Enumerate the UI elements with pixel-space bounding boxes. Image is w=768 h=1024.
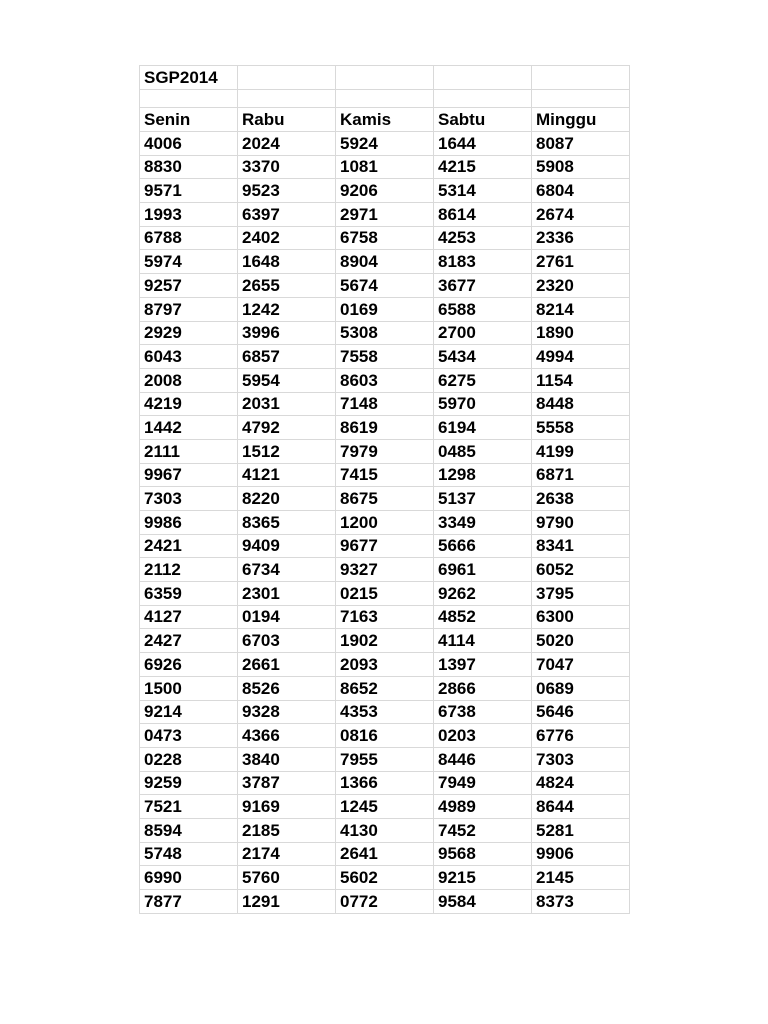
- table-cell: 2641: [336, 842, 434, 866]
- table-cell: 2638: [532, 487, 630, 511]
- table-cell: 6804: [532, 179, 630, 203]
- table-cell: 2024: [238, 132, 336, 156]
- table-cell: 2320: [532, 274, 630, 298]
- table-cell: 5924: [336, 132, 434, 156]
- table-cell: 9215: [434, 866, 532, 890]
- header-cell-kamis: Kamis: [336, 108, 434, 132]
- table-cell: 8644: [532, 795, 630, 819]
- header-cell-rabu: Rabu: [238, 108, 336, 132]
- empty-cell: [140, 90, 238, 108]
- table-cell: 5020: [532, 629, 630, 653]
- table-row: [140, 132, 630, 156]
- table-cell: 9409: [238, 534, 336, 558]
- table-cell: 8830: [140, 155, 238, 179]
- table-row: [140, 890, 630, 914]
- table-cell: 2674: [532, 203, 630, 227]
- spreadsheet-table: [139, 65, 630, 914]
- table-cell: 6871: [532, 463, 630, 487]
- table-cell: 1366: [336, 771, 434, 795]
- table-cell: 8373: [532, 890, 630, 914]
- table-cell: 0203: [434, 724, 532, 748]
- table-cell: 1648: [238, 250, 336, 274]
- table-cell: 5674: [336, 274, 434, 298]
- table-cell: 1291: [238, 890, 336, 914]
- table-cell: 0215: [336, 582, 434, 606]
- table-cell: 5281: [532, 818, 630, 842]
- blank-row: [140, 90, 630, 108]
- table-cell: 6788: [140, 226, 238, 250]
- table-row: [140, 842, 630, 866]
- table-row: [140, 771, 630, 795]
- table-cell: 8526: [238, 676, 336, 700]
- table-cell: 9986: [140, 511, 238, 535]
- table-row: [140, 250, 630, 274]
- table-cell: 5666: [434, 534, 532, 558]
- table-cell: 5974: [140, 250, 238, 274]
- table-cell: 1298: [434, 463, 532, 487]
- table-row: [140, 558, 630, 582]
- table-cell: 1397: [434, 653, 532, 677]
- table-cell: 1081: [336, 155, 434, 179]
- table-cell: 6052: [532, 558, 630, 582]
- table-cell: 2031: [238, 392, 336, 416]
- table-cell: 8446: [434, 747, 532, 771]
- table-cell: 4353: [336, 700, 434, 724]
- table-cell: 9584: [434, 890, 532, 914]
- table-cell: 7415: [336, 463, 434, 487]
- table-cell: 0473: [140, 724, 238, 748]
- table-cell: 9262: [434, 582, 532, 606]
- table-cell: 4253: [434, 226, 532, 250]
- table-cell: 3795: [532, 582, 630, 606]
- table-cell: 9214: [140, 700, 238, 724]
- table-cell: 6588: [434, 297, 532, 321]
- table-cell: 6990: [140, 866, 238, 890]
- table-cell: 8220: [238, 487, 336, 511]
- table-cell: 6397: [238, 203, 336, 227]
- table-cell: 6194: [434, 416, 532, 440]
- empty-cell: [336, 90, 434, 108]
- table-cell: 7047: [532, 653, 630, 677]
- table-cell: 1902: [336, 629, 434, 653]
- table-row: [140, 747, 630, 771]
- table-cell: 9967: [140, 463, 238, 487]
- table-cell: 2866: [434, 676, 532, 700]
- table-cell: 2174: [238, 842, 336, 866]
- table-row: [140, 392, 630, 416]
- table-cell: 9206: [336, 179, 434, 203]
- table-cell: 5434: [434, 345, 532, 369]
- table-row: [140, 866, 630, 890]
- table-cell: 2761: [532, 250, 630, 274]
- table-cell: 4114: [434, 629, 532, 653]
- table-cell: 1154: [532, 368, 630, 392]
- table-cell: 1200: [336, 511, 434, 535]
- empty-cell: [238, 90, 336, 108]
- table-cell: 8214: [532, 297, 630, 321]
- table-cell: 3996: [238, 321, 336, 345]
- table-cell: 1644: [434, 132, 532, 156]
- table-row: [140, 534, 630, 558]
- table-cell: 2008: [140, 368, 238, 392]
- table-cell: 7979: [336, 439, 434, 463]
- table-cell: 2402: [238, 226, 336, 250]
- table-cell: 6043: [140, 345, 238, 369]
- table-cell: 4127: [140, 605, 238, 629]
- header-cell-minggu: Minggu: [532, 108, 630, 132]
- table-cell: 1242: [238, 297, 336, 321]
- table-row: [140, 605, 630, 629]
- table-cell: 8087: [532, 132, 630, 156]
- table-cell: 4215: [434, 155, 532, 179]
- table-cell: 0228: [140, 747, 238, 771]
- table-cell: 7949: [434, 771, 532, 795]
- table-cell: 9257: [140, 274, 238, 298]
- table-row: [140, 582, 630, 606]
- table-cell: 7303: [532, 747, 630, 771]
- spreadsheet-body: [140, 66, 630, 914]
- table-cell: 2111: [140, 439, 238, 463]
- table-row: [140, 795, 630, 819]
- table-cell: 2336: [532, 226, 630, 250]
- table-cell: 7558: [336, 345, 434, 369]
- table-cell: 3677: [434, 274, 532, 298]
- table-cell: 9906: [532, 842, 630, 866]
- table-cell: 2301: [238, 582, 336, 606]
- table-cell: 7163: [336, 605, 434, 629]
- table-cell: 7955: [336, 747, 434, 771]
- table-row: [140, 439, 630, 463]
- table-row: [140, 818, 630, 842]
- table-cell: 5646: [532, 700, 630, 724]
- table-cell: 5558: [532, 416, 630, 440]
- header-cell-senin: Senin: [140, 108, 238, 132]
- table-cell: 5954: [238, 368, 336, 392]
- table-cell: 9790: [532, 511, 630, 535]
- table-cell: 9568: [434, 842, 532, 866]
- table-cell: 8614: [434, 203, 532, 227]
- table-cell: 3787: [238, 771, 336, 795]
- table-cell: 9259: [140, 771, 238, 795]
- table-cell: 8675: [336, 487, 434, 511]
- table-cell: 5137: [434, 487, 532, 511]
- table-row: [140, 297, 630, 321]
- table-cell: 7452: [434, 818, 532, 842]
- empty-cell: [336, 66, 434, 90]
- table-cell: 2700: [434, 321, 532, 345]
- table-row: [140, 203, 630, 227]
- empty-cell: [238, 66, 336, 90]
- empty-cell: [532, 90, 630, 108]
- table-row: [140, 629, 630, 653]
- table-cell: 2145: [532, 866, 630, 890]
- table-cell: 4121: [238, 463, 336, 487]
- empty-cell: [434, 90, 532, 108]
- table-cell: 4989: [434, 795, 532, 819]
- table-cell: 9523: [238, 179, 336, 203]
- table-cell: 6300: [532, 605, 630, 629]
- table-cell: 9169: [238, 795, 336, 819]
- table-cell: 2427: [140, 629, 238, 653]
- table-cell: 8619: [336, 416, 434, 440]
- table-cell: 5970: [434, 392, 532, 416]
- table-cell: 3349: [434, 511, 532, 535]
- table-cell: 1500: [140, 676, 238, 700]
- table-cell: 1512: [238, 439, 336, 463]
- table-cell: 8183: [434, 250, 532, 274]
- table-cell: 4994: [532, 345, 630, 369]
- empty-cell: [532, 66, 630, 90]
- table-cell: 1993: [140, 203, 238, 227]
- table-row: [140, 416, 630, 440]
- table-row: [140, 345, 630, 369]
- table-row: [140, 226, 630, 250]
- table-cell: 4366: [238, 724, 336, 748]
- table-cell: 4219: [140, 392, 238, 416]
- table-cell: 2655: [238, 274, 336, 298]
- table-cell: 7303: [140, 487, 238, 511]
- table-cell: 6734: [238, 558, 336, 582]
- table-cell: 7877: [140, 890, 238, 914]
- header-row: [140, 108, 630, 132]
- table-cell: 9328: [238, 700, 336, 724]
- table-cell: 6275: [434, 368, 532, 392]
- table-cell: 4130: [336, 818, 434, 842]
- table-cell: 6703: [238, 629, 336, 653]
- table-cell: 8448: [532, 392, 630, 416]
- table-row: [140, 676, 630, 700]
- header-cell-sabtu: Sabtu: [434, 108, 532, 132]
- table-cell: 5602: [336, 866, 434, 890]
- table-cell: 3840: [238, 747, 336, 771]
- table-cell: 6776: [532, 724, 630, 748]
- table-cell: 5308: [336, 321, 434, 345]
- table-cell: 6926: [140, 653, 238, 677]
- table-cell: 2185: [238, 818, 336, 842]
- table-row: [140, 511, 630, 535]
- table-cell: 8365: [238, 511, 336, 535]
- table-row: [140, 179, 630, 203]
- table-cell: 0772: [336, 890, 434, 914]
- table-cell: 1442: [140, 416, 238, 440]
- table-cell: 4199: [532, 439, 630, 463]
- table-cell: 2421: [140, 534, 238, 558]
- table-cell: 8603: [336, 368, 434, 392]
- empty-cell: [434, 66, 532, 90]
- title-row: [140, 66, 630, 90]
- title-cell: SGP2014: [140, 66, 238, 90]
- table-cell: 8652: [336, 676, 434, 700]
- table-cell: 2661: [238, 653, 336, 677]
- table-cell: 5748: [140, 842, 238, 866]
- table-cell: 9327: [336, 558, 434, 582]
- table-cell: 5314: [434, 179, 532, 203]
- table-cell: 8797: [140, 297, 238, 321]
- table-cell: 6738: [434, 700, 532, 724]
- table-cell: 6758: [336, 226, 434, 250]
- table-cell: 5760: [238, 866, 336, 890]
- table-row: [140, 487, 630, 511]
- table-row: [140, 700, 630, 724]
- table-cell: 3370: [238, 155, 336, 179]
- table-cell: 0194: [238, 605, 336, 629]
- table-cell: 6359: [140, 582, 238, 606]
- table-cell: 2112: [140, 558, 238, 582]
- table-cell: 6857: [238, 345, 336, 369]
- table-row: [140, 321, 630, 345]
- table-cell: 9571: [140, 179, 238, 203]
- table-cell: 4852: [434, 605, 532, 629]
- table-cell: 4824: [532, 771, 630, 795]
- table-cell: 2971: [336, 203, 434, 227]
- table-cell: 4006: [140, 132, 238, 156]
- table-cell: 2929: [140, 321, 238, 345]
- table-cell: 6961: [434, 558, 532, 582]
- table-row: [140, 368, 630, 392]
- table-cell: 7521: [140, 795, 238, 819]
- table-cell: 0689: [532, 676, 630, 700]
- table-cell: 0485: [434, 439, 532, 463]
- table-cell: 1245: [336, 795, 434, 819]
- table-cell: 2093: [336, 653, 434, 677]
- table-cell: 0816: [336, 724, 434, 748]
- table-cell: 5908: [532, 155, 630, 179]
- table-cell: 4792: [238, 416, 336, 440]
- table-cell: 1890: [532, 321, 630, 345]
- table-row: [140, 155, 630, 179]
- table-cell: 8594: [140, 818, 238, 842]
- table-cell: 9677: [336, 534, 434, 558]
- table-cell: 8904: [336, 250, 434, 274]
- table-row: [140, 463, 630, 487]
- table-cell: 8341: [532, 534, 630, 558]
- table-row: [140, 653, 630, 677]
- table-row: [140, 274, 630, 298]
- table-cell: 0169: [336, 297, 434, 321]
- table-row: [140, 724, 630, 748]
- table-cell: 7148: [336, 392, 434, 416]
